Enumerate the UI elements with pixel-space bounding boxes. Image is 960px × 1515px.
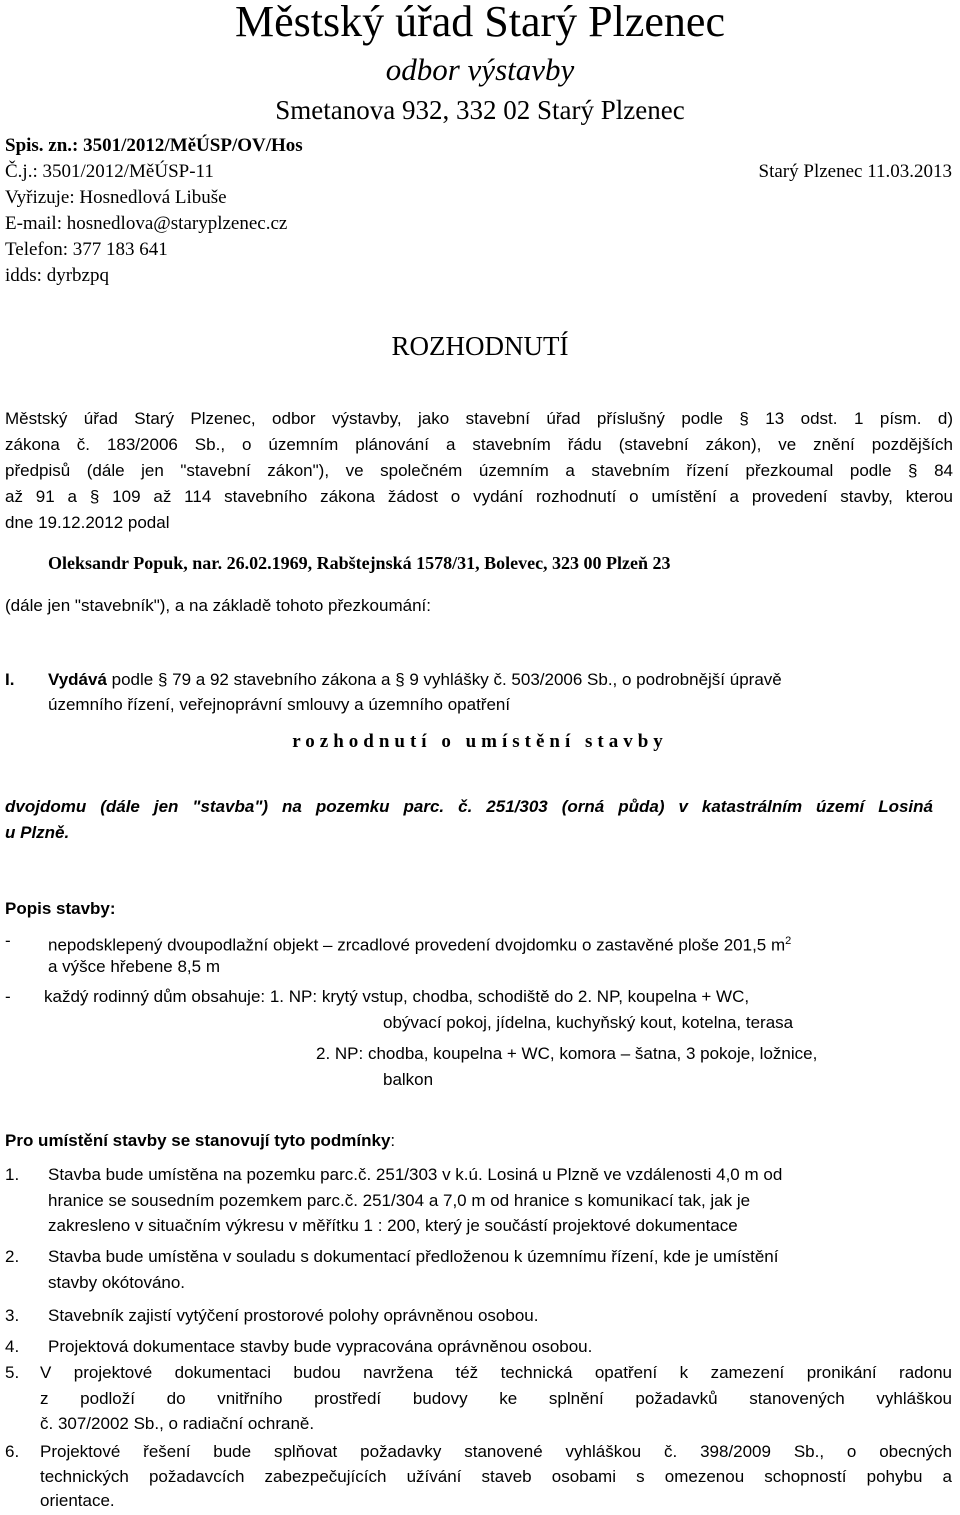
description-bullet-2-line-4: balkon	[383, 1070, 434, 1089]
condition-4-number: 4.	[5, 1337, 20, 1356]
condition-4-line-1: Projektová dokumentace stavby bude vypracována oprávněnou osobou.	[48, 1337, 593, 1356]
office-address: Smetanova 932, 332 02 Starý Plzenec	[275, 95, 685, 125]
condition-1-line-2: hranice se sousedním pozemkem parc.č. 251/304 a 7,0 m od hranice s komunikací tak, jak je	[48, 1191, 751, 1210]
condition-1-number: 1.	[5, 1165, 20, 1184]
condition-2-line-1: Stavba bude umístěna v souladu s dokumentací předloženou k územnímu řízení, kde je umístění	[48, 1247, 779, 1266]
decision-title-spaced: rozhodnutí o umístění stavby	[292, 731, 668, 752]
department-name: odbor výstavby	[385, 52, 575, 87]
condition-6-line-3: orientace.	[40, 1491, 115, 1510]
condition-6-line-1: Projektové řešení bude splňovat požadavky stanovené vyhláškou č. 398/2009 Sb., o obecných	[40, 1442, 952, 1461]
document-heading: ROZHODNUTÍ	[391, 331, 569, 361]
handled-by: Vyřizuje: Hosnedlová Libuše	[5, 187, 227, 208]
decision-verb: Vydává	[48, 670, 107, 689]
intro-line-3: předpisů (dále jen "stavební zákon"), ve společném územním a stavebním řízení přezkoumal podle § 84	[5, 461, 953, 480]
description-heading: Popis stavby:	[5, 899, 116, 918]
superscript-2: 2	[785, 935, 792, 947]
description-bullet-1-text: nepodsklepený dvoupodlažní objekt – zrcadlové provedení dvojdomku o zastavěné ploše 201,5 m	[48, 935, 786, 955]
condition-6-number: 6.	[5, 1442, 20, 1461]
object-line-2: u Plzně.	[5, 823, 70, 842]
email: E-mail: hosnedlova@staryplzenec.cz	[5, 213, 288, 234]
condition-3-line-1: Stavebník zajistí vytýčení prostorové polohy oprávněnou osobou.	[48, 1306, 539, 1325]
bullet-dash: -	[5, 987, 11, 1006]
condition-5-line-2: z podloží do vnitřního prostředí budovy ke splnění požadavků stanovených vyhláškou	[40, 1389, 952, 1408]
intro-line-4: až 91 a § 109 až 114 stavebního zákona žádost o vydání rozhodnutí o umístění a provedení stavby, kterou	[5, 487, 953, 506]
intro-line-5: dne 19.12.2012 podal	[5, 513, 170, 532]
condition-5-number: 5.	[5, 1363, 20, 1382]
description-bullet-2-line-1: každý rodinný dům obsahuje: 1. NP: krytý vstup, chodba, schodiště do 2. NP, koupelna + WC,	[44, 987, 750, 1006]
applicant: Oleksandr Popuk, nar. 26.02.1969, Rabštejnská 1578/31, Bolevec, 323 00 Plzeň 23	[48, 553, 671, 573]
decision-line-1	[48, 667, 782, 694]
description-bullet-2-line-2: obývací pokoj, jídelna, kuchyňský kout, kotelna, terasa	[383, 1013, 794, 1032]
intro-line-2: zákona č. 183/2006 Sb., o územním plánování a stavebním řádu (stavební zákon), ve znění pozdějších	[5, 435, 953, 454]
condition-6-line-2: technických požadavcích zabezpečujících užívání staveb osobami s omezenou schopností pohybu a	[40, 1467, 952, 1486]
conditions-heading-text: Pro umístění stavby se stanovují tyto podmínky	[5, 1131, 391, 1150]
condition-2-line-2: stavby okótováno.	[48, 1273, 186, 1292]
phone: Telefon: 377 183 641	[5, 239, 168, 260]
description-bullet-2-line-3: 2. NP: chodba, koupelna + WC, komora – šatna, 3 pokoje, ložnice,	[316, 1044, 818, 1063]
office-title: Městský úřad Starý Plzenec	[235, 0, 725, 46]
object-line-1: dvojdomu (dále jen "stavba") na pozemku parc. č. 251/303 (orná půda) v katastrálním území Losiná	[5, 797, 933, 816]
condition-5-line-3: č. 307/2002 Sb., o radiační ochraně.	[40, 1414, 315, 1433]
conditions-heading-colon: :	[390, 1131, 396, 1150]
decision-line-1-text: podle § 79 a 92 stavebního zákona a § 9 vyhlášky č. 503/2006 Sb., o podrobnější úpravě	[106, 670, 782, 689]
decision-roman-numeral: I.	[5, 670, 15, 689]
bullet-dash: -	[5, 931, 11, 950]
data-box-id: idds: dyrbzpq	[5, 265, 109, 286]
condition-3-number: 3.	[5, 1306, 20, 1325]
place-date: Starý Plzenec 11.03.2013	[758, 161, 952, 182]
applicant-note: (dále jen "stavebník"), a na základě tohoto přezkoumání:	[5, 596, 431, 615]
description-bullet-1-line-2: a výšce hřebene 8,5 m	[48, 957, 220, 976]
intro-line-1: Městský úřad Starý Plzenec, odbor výstavby, jako stavební úřad příslušný podle § 13 odst. 1 písm. d)	[5, 409, 953, 428]
decision-line-2: územního řízení, veřejnoprávní smlouvy a územního opatření	[48, 695, 511, 714]
condition-2-number: 2.	[5, 1247, 20, 1266]
conditions-heading	[5, 1128, 395, 1155]
file-reference: Spis. zn.: 3501/2012/MěÚSP/OV/Hos	[5, 135, 303, 156]
condition-5-line-1: V projektové dokumentaci budou navržena též technická opatření k zamezení pronikání radonu	[40, 1363, 952, 1382]
condition-1-line-1: Stavba bude umístěna na pozemku parc.č. 251/303 v k.ú. Losiná u Plzně ve vzdálenosti 4,0 m od	[48, 1165, 783, 1184]
condition-1-line-3: zakresleno v situačním výkresu v měřítku 1 : 200, který je součástí projektové dokumentace	[48, 1216, 738, 1235]
reference-number: Č.j.: 3501/2012/MěÚSP-11	[5, 161, 214, 182]
